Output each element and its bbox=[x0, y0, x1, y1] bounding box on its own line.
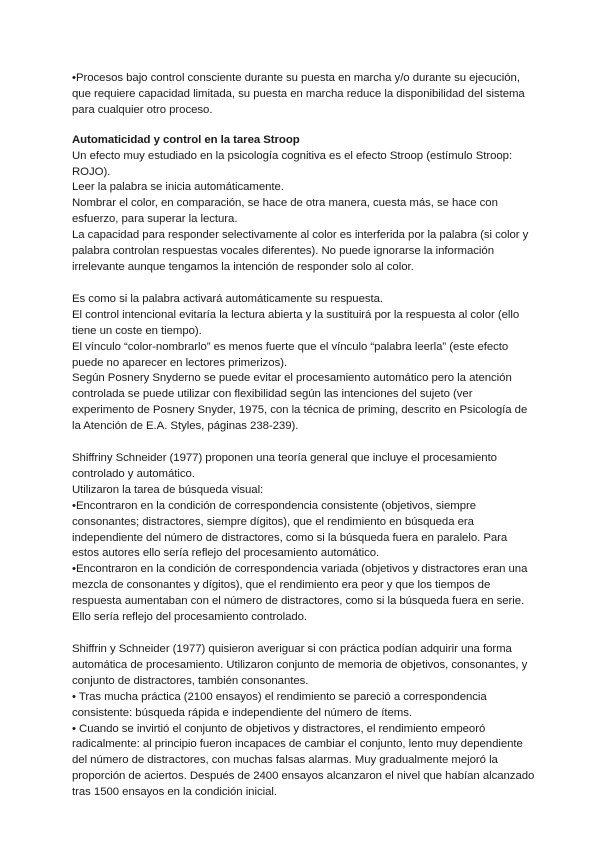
text-line: experimento de Posnery Snyder, 1975, con la técnica de priming, descrito en Psicología de bbox=[72, 404, 528, 417]
text-line: para cualquier otro proceso. bbox=[72, 103, 213, 116]
paragraph-practice-experiment bbox=[72, 642, 540, 801]
text-line: •Encontraron en la condición de correspondencia variada (objetivos y distractores eran una bbox=[72, 563, 528, 576]
text-line: tiene un coste en tiempo). bbox=[72, 324, 202, 337]
text-line: Un efecto muy estudiado en la psicología cognitiva es el efecto Stroop (estímulo Stroop: bbox=[72, 149, 513, 162]
paragraph-automatic-activation bbox=[72, 292, 540, 435]
text-line: Shiffriny Schneider (1977) proponen una teoría general que incluye el procesamiento bbox=[72, 452, 497, 465]
text-line: irrelevante aunque tengamos la intención de responder solo al color. bbox=[72, 260, 414, 273]
text-line: • Tras mucha práctica (2100 ensayos) el rendimiento se pareció a correspondencia bbox=[72, 690, 487, 703]
text-line: La capacidad para responder selectivamente al color es interferida por la palabra (si color y bbox=[72, 229, 529, 242]
text-line: Según Posnery Snyderno se puede evitar el procesamiento automático pero la atención bbox=[72, 372, 512, 385]
text-line: del número de distractores, con muchas falsas alarmas. Muy gradualmente mejoró la bbox=[72, 754, 498, 767]
text-line: consistente: búsqueda rápida e independiente del número de ítems. bbox=[72, 706, 412, 719]
text-line: conjunto de distractores, también consonantes. bbox=[72, 674, 309, 687]
text-line: • Cuando se invirtió el conjunto de objetivos y distractores, el rendimiento empeoró bbox=[72, 722, 486, 735]
text-line: proporción de aciertos. Después de 2400 ensayos alcanzaron el nivel que habían alcanzado bbox=[72, 770, 535, 783]
text-line: la Atención de E.A. Styles, páginas 238-239). bbox=[72, 420, 299, 433]
text-line: •Encontraron en la condición de correspondencia consistente (objetivos, siempre bbox=[72, 499, 477, 512]
text-line: puede no aparecer en lectores primerizos). bbox=[72, 356, 288, 369]
text-line: palabra controlan respuestas vocales diferentes). No puede ignorarse la información bbox=[72, 245, 494, 258]
section-stroop bbox=[72, 133, 540, 276]
text-line: Leer la palabra se inicia automáticamente. bbox=[72, 181, 284, 194]
text-line: tras 1500 ensayos en la condición inicial. bbox=[72, 786, 277, 799]
text-line: •Procesos bajo control consciente durante su puesta en marcha y/o durante su ejecución, bbox=[72, 72, 520, 84]
text-line: consonantes; distractores, siempre dígitos), que el rendimiento en búsqueda era bbox=[72, 515, 474, 528]
text-line: que requiere capacidad limitada, su puesta en marcha reduce la disponibilidad del sistema bbox=[72, 87, 525, 100]
text-line: radicalmente: al principio fueron incapaces de cambiar el conjunto, lento muy dependiente bbox=[72, 738, 523, 751]
text-line: Shiffrin y Schneider (1977) quisieron averiguar si con práctica podían adquirir una forma bbox=[72, 643, 512, 655]
text-line: respuesta aumentaban con el número de distractores, como si la búsqueda fuera en serie. bbox=[72, 595, 525, 608]
paragraph-controlled-processes bbox=[72, 71, 540, 119]
text-line: Ello sería reflejo del procesamiento controlado. bbox=[72, 611, 308, 624]
text-line: automática de procesamiento. Utilizaron conjunto de memoria de objetivos, consonantes, y bbox=[72, 658, 528, 671]
text-line: controlado y automático. bbox=[72, 467, 195, 480]
text-line: estos autores ello sería reflejo del procesamiento automático. bbox=[72, 547, 380, 560]
text-line: Es como si la palabra activará automáticamente su respuesta. bbox=[72, 292, 384, 305]
text-line: Nombrar el color, en comparación, se hace de otra manera, cuesta más, se hace con bbox=[72, 197, 498, 210]
text-line: esfuerzo, para superar la lectura. bbox=[72, 213, 238, 226]
text-line: controlada se puede utilizar con flexibilidad según las intenciones del sujeto (ver bbox=[72, 388, 473, 401]
text-line: El vínculo “color-nombrarlo” es menos fuerte que el vínculo “palabra leerla” (este efecto bbox=[72, 340, 509, 353]
text-line: independiente del número de distractores, como si la búsqueda fuera en paralelo. Para bbox=[72, 531, 508, 544]
text-line: ROJO). bbox=[72, 165, 111, 178]
text-line: mezcla de consonantes y dígitos), que el rendimiento era peor y que los tiempos de bbox=[72, 579, 491, 592]
text-line: Utilizaron la tarea de búsqueda visual: bbox=[72, 483, 264, 496]
paragraph-shiffrin-schneider-theory bbox=[72, 451, 540, 626]
text-line: El control intencional evitaría la lectura abierta y la sustituirá por la respuesta al color (ello bbox=[72, 308, 520, 321]
section-heading: Automaticidad y control en la tarea Stroop bbox=[72, 133, 300, 146]
